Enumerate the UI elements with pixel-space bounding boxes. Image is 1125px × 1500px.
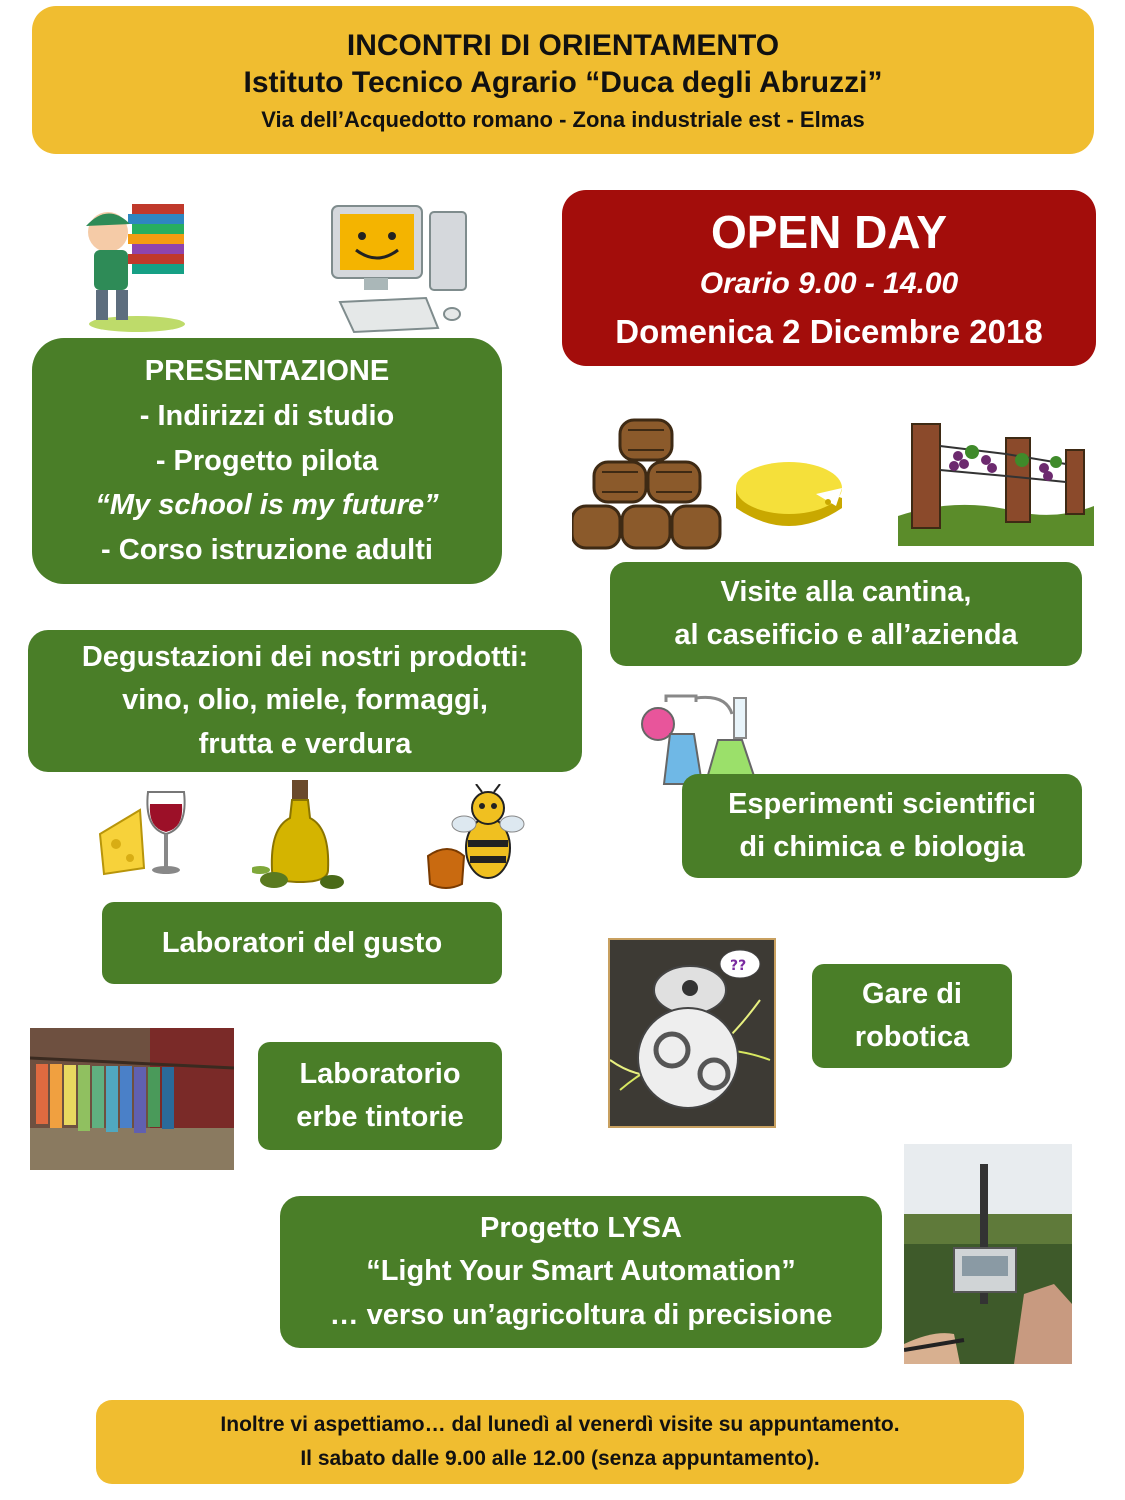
lysa-line-2: “Light Your Smart Automation” (366, 1255, 796, 1288)
esperimenti-box (682, 774, 1082, 878)
presentazione-item-progetto-motto: “My school is my future” (95, 489, 439, 522)
degustazioni-line-2: vino, olio, miele, formaggi, (122, 684, 488, 717)
lysa-box (280, 1196, 882, 1348)
visite-line-1: Visite alla cantina, (720, 575, 972, 608)
computer-icon (326, 202, 476, 334)
robot-icon (610, 940, 774, 1126)
degustazioni-box (28, 630, 582, 772)
laboratori-gusto-label: Laboratori del gusto (161, 926, 443, 959)
open-day-date: Domenica 2 Dicembre 2018 (615, 312, 1043, 350)
erbe-line-1: Laboratorio (299, 1057, 461, 1090)
footer-banner (96, 1400, 1024, 1484)
honey-bee-icon (424, 784, 530, 892)
dyed-yarn-photo (30, 1028, 234, 1170)
gare-line-1: Gare di (862, 977, 962, 1010)
esperimenti-line-2: di chimica e biologia (739, 831, 1025, 863)
degustazioni-line-3: frutta e verdura (198, 727, 412, 760)
laboratori-gusto-box (102, 902, 502, 984)
erbe-line-2: erbe tintorie (296, 1101, 464, 1133)
lysa-line-1: Progetto LYSA (480, 1211, 682, 1244)
header-banner (32, 6, 1094, 154)
open-day-hours: Orario 9.00 - 14.00 (699, 267, 959, 301)
presentazione-item-corso: - Corso istruzione adulti (101, 534, 433, 567)
erbe-tintorie-box (258, 1042, 502, 1150)
svg-text:??: ?? (730, 958, 747, 974)
olive-oil-icon (252, 778, 350, 894)
vineyard-icon (898, 416, 1094, 546)
cheese-wine-icon (96, 784, 192, 880)
presentazione-item-indirizzi: - Indirizzi di studio (139, 399, 395, 432)
esperimenti-line-1: Esperimenti scientifici (728, 787, 1036, 820)
open-day-title: OPEN DAY (710, 205, 948, 258)
gare-robotica-box (812, 964, 1012, 1068)
visite-box (610, 562, 1082, 666)
visite-line-2: al caseificio e all’azienda (674, 619, 1018, 651)
gare-line-2: robotica (854, 1021, 970, 1053)
field-sensor-photo (904, 1144, 1072, 1364)
cheese-icon (732, 458, 846, 538)
header-title: INCONTRI DI ORIENTAMENTO (346, 28, 780, 62)
presentazione-item-progetto: - Progetto pilota (155, 444, 379, 477)
robot-photo (608, 938, 776, 1128)
degustazioni-line-1: Degustazioni dei nostri prodotti: (81, 640, 529, 673)
footer-line-2: Il sabato dalle 9.00 alle 12.00 (senza appuntamento). (300, 1447, 820, 1470)
barrels-icon (572, 416, 722, 552)
header-address: Via dell’Acquedotto romano - Zona industriale est - Elmas (261, 106, 865, 132)
open-day-box (562, 190, 1096, 366)
presentazione-box (32, 338, 502, 584)
footer-line-1: Inoltre vi aspettiamo… dal lunedì al venerdì visite su appuntamento. (220, 1413, 900, 1437)
header-school-name: Istituto Tecnico Agrario “Duca degli Abruzzi” (243, 66, 883, 100)
lysa-line-3: … verso un’agricoltura di precisione (329, 1298, 833, 1331)
presentazione-title: PRESENTAZIONE (144, 354, 390, 387)
student-books-icon (72, 186, 202, 336)
